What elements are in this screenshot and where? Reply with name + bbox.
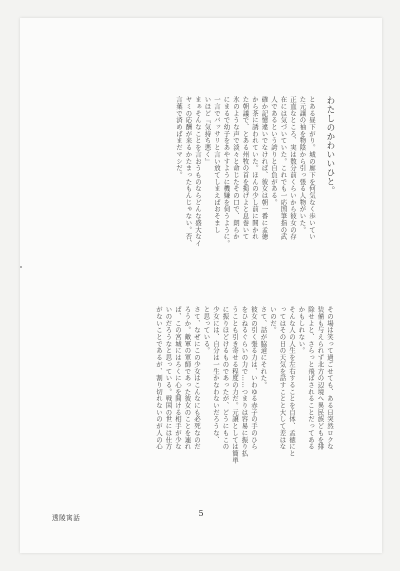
text-line: いのだろうなと思っている。戦国の世には仕方 (164, 306, 173, 450)
text-line: 少女には、自分は一生かなわないだろうな、 (212, 306, 220, 443)
text-line: と思っている。 (202, 306, 211, 354)
text-line: 装備も与えられず北方の辺境へ異民族どもを排 (316, 306, 325, 450)
text-line: 正直なところ、実は数分前くらいから彼女の存 (289, 96, 297, 240)
text-line: ろうか。敵軍の軍師であった彼女のことを連れ (183, 306, 192, 450)
text-line: に振りほどけるものであったが、どうにもこの (221, 306, 230, 450)
text-line: ってはその日の天気を話すことと大して差はな (278, 306, 287, 450)
text-line: 除せよと、さらっと飛ばされることだってある (307, 306, 315, 450)
binding-mark (20, 266, 22, 268)
text-line: から茶に誘われていた。ほんの少し前に開かれ (251, 96, 259, 240)
text-line: さて、話が脇道にそれた。 (259, 306, 268, 389)
text-line: をひねるぐらいの力で……つまりは容易に振り払 (240, 306, 249, 457)
text-line: まぁそんなことを言おうものならどんな盛大なイ (194, 96, 202, 247)
text-line: そんな人の人生を左右することを自体、孟徳にと (288, 306, 296, 457)
text-line: た朝議で、とある州牧の首を掲げよと息巻いて (241, 96, 250, 240)
page-number: 5 (198, 509, 204, 518)
text-line: 彼女の引く張る力は、いわゆる赤子の手のひら (250, 306, 258, 450)
text-line: た元譲の袖を物陰から引っ張る人物がいた。 (298, 96, 307, 233)
text-line: にまるで幼子をあやすように機嫌を伺うように。 (222, 96, 231, 247)
text-line: ヤミの応酬が来るかたまったもんじゃない。否、 (184, 96, 193, 247)
text-line: さて、なぜにこの少女はこんなにも必死なのだ (193, 306, 201, 450)
text-line: 確か記憶違いでなければ、彼女は朝一番に孟徳 (260, 96, 269, 240)
chapter-title: わたしのかわいいひと。 (326, 96, 336, 195)
text-line: その場は笑って過ごせても、ある日突然ロクな (326, 306, 334, 450)
body-text-bottom (84, 306, 334, 510)
text-line: いほど『気持ち悪く』 (203, 96, 212, 165)
text-line: 人であるという誇りと自負がある。 (270, 96, 278, 206)
text-line: 一言でバッサリと言い放てしまえばおそまし (213, 96, 221, 233)
text-line: ば、この宮城にはろくに心を開ける相手が少な (174, 306, 182, 450)
text-line: 言葉で済めばまだマシだ。 (175, 96, 183, 179)
text-line: 氷のような声で淡々と命じたその口で、朗らか (232, 96, 240, 240)
footer-label: 透陵寓話 (52, 514, 81, 522)
text-line: かもしれない。 (297, 306, 306, 354)
text-line: うことも引き寄せる程度の力だ。元譲としては簡単 (231, 306, 239, 464)
text-line: いのだ。 (269, 306, 277, 334)
text-line: 在には気づいていた。これでも一応国筆指の武 (279, 96, 288, 240)
body-text-top (84, 96, 316, 292)
text-line: がないことであるが、割り切れないのが人の心 (155, 306, 163, 450)
text-line: とある昼下がり。城の廊下を何気なく歩いてい (308, 96, 316, 240)
document-page (20, 18, 382, 553)
